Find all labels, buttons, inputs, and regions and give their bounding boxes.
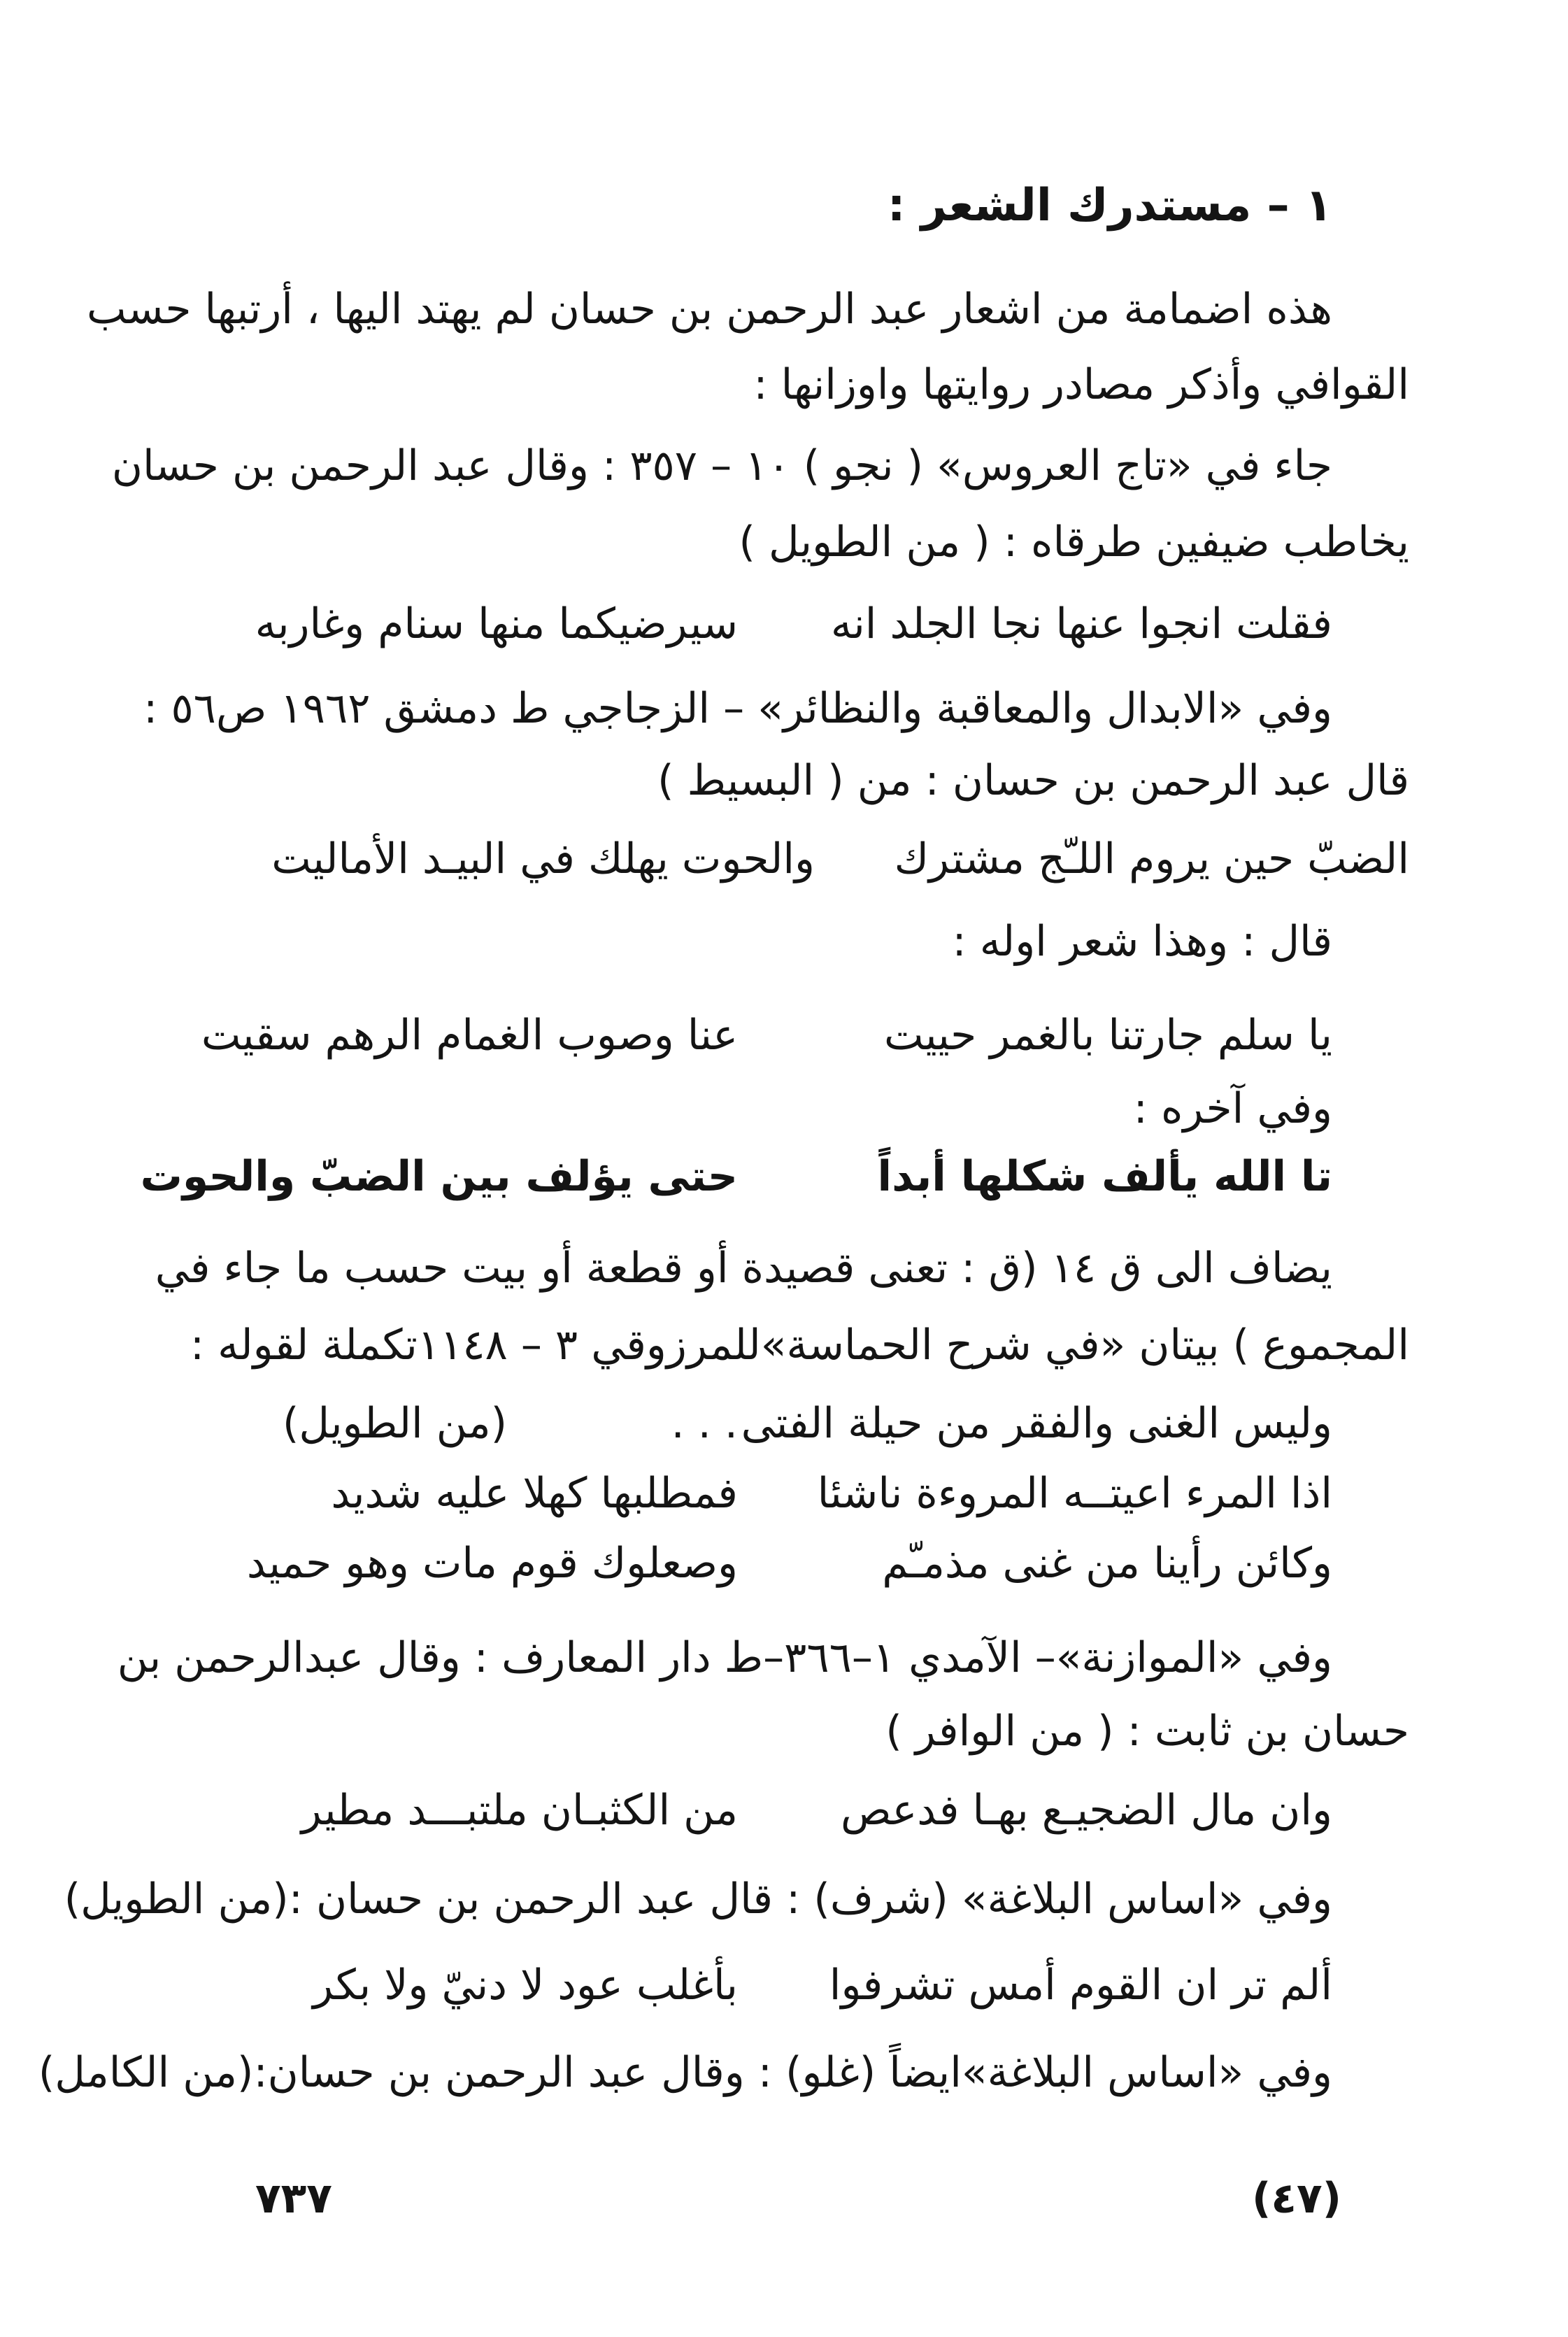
verse-5 xyxy=(0,1399,1568,1448)
verse-3-hemistich-2: عنا وصوب الغمام الرهم سقيت xyxy=(201,1011,738,1060)
asas-line-2: وفي «اساس البلاغة»ايضاً (غلو) : وقال عبد الرحمن بن حسان:(من الكامل) xyxy=(38,2048,1332,2097)
verse-6 xyxy=(0,1469,1568,1518)
intro-line-1: هذه اضمامة من اشعار عبد الرحمن بن حسان لم يهتد اليها ، أرتبها حسب xyxy=(86,285,1332,334)
muwazana-line-1: وفي «الموازنة»– الآمدي ١–٣٦٦–ط دار المعارف : وقال عبدالرحمن بن xyxy=(117,1633,1332,1682)
verse-1-hemistich-1: فقلت انجوا عنها نجا الجلد انه xyxy=(830,599,1332,648)
verse-7-hemistich-2: وصعلوك قوم مات وهو حميد xyxy=(246,1539,738,1588)
verse-6-hemistich-2: فمطلبها كهلا عليه شديد xyxy=(331,1469,738,1518)
section-heading: ١ – مستدرك الشعر : xyxy=(887,180,1332,232)
signature-mark: (٤٧) xyxy=(1252,2174,1342,2223)
verse-4 xyxy=(0,1152,1568,1201)
verse-6-hemistich-1: اذا المرء اعيتــه المروءة ناشئا xyxy=(817,1469,1332,1518)
verse-5-hemistich-1: وليس الغنى والفقر من حيلة الفتى xyxy=(741,1399,1332,1448)
verse-9 xyxy=(0,1961,1568,2010)
verse-2-hemistich-1: الضبّ حين يروم اللـّج مشترك xyxy=(894,834,1409,883)
verse-8 xyxy=(0,1786,1568,1835)
verse-3-hemistich-1: يا سلم جارتنا بالغمر حييت xyxy=(884,1011,1332,1060)
ibdal-line-1: وفي «الابدال والمعاقبة والنظائر» – الزجاجي ط دمشق ١٩٦٢ ص٥٦ : xyxy=(143,684,1332,733)
verse-7-hemistich-1: وكائن رأينا من غنى مذمـّم xyxy=(882,1539,1332,1588)
taj-line-1: جاء في «تاج العروس» ( نجو ) ١٠ – ٣٥٧ : وقال عبد الرحمن بن حسان xyxy=(111,441,1332,490)
ibdal-line-2: قال عبد الرحمن بن حسان : من ( البسيط ) xyxy=(657,756,1409,805)
verse-1-hemistich-2: سيرضيكما منها سنام وغاربه xyxy=(255,599,738,648)
page-number: ٧٣٧ xyxy=(255,2174,332,2223)
yudaf-line-2: المجموع ) بيتان «في شرح الحماسة»للمرزوقي ٣ – ١١٤٨تكملة لقوله : xyxy=(190,1321,1409,1370)
intro-line-2: القوافي وأذكر مصادر روايتها واوزانها : xyxy=(753,360,1409,409)
asas-line-1: وفي «اساس البلاغة» (شرف) : قال عبد الرحمن بن حسان :(من الطويل) xyxy=(64,1875,1332,1924)
akhirih-line: وفي آخره : xyxy=(1133,1084,1332,1133)
verse-7 xyxy=(0,1539,1568,1588)
qala-line: قال : وهذا شعر اوله : xyxy=(952,917,1332,966)
verse-8-hemistich-1: وان مال الضجيـع بهـا فدعص xyxy=(840,1786,1332,1835)
verse-5-hemistich-2: . . . xyxy=(671,1399,738,1448)
verse-1 xyxy=(0,599,1568,648)
verse-9-hemistich-2: بأغلب عود لا دنيّ ولا بكر xyxy=(313,1961,738,2010)
verse-2-hemistich-2: والحوت يهلك في البيـد الأماليت xyxy=(271,834,815,883)
yudaf-line-1: يضاف الى ق ١٤ (ق : تعنى قصيدة أو قطعة أو بيت حسب ما جاء في xyxy=(155,1244,1332,1293)
verse-2 xyxy=(0,834,1568,883)
verse-4-hemistich-1: تا الله يألف شكلها أبداً xyxy=(877,1152,1332,1201)
taj-line-2: يخاطب ضيفين طرقاه : ( من الطويل ) xyxy=(739,518,1409,567)
verse-5-meter: (من الطويل) xyxy=(282,1399,507,1448)
muwazana-line-2: حسان بن ثابت : ( من الوافر ) xyxy=(885,1707,1409,1756)
verse-3 xyxy=(0,1011,1568,1060)
verse-8-hemistich-2: من الكثبـان ملتبـــد مطير xyxy=(301,1786,738,1835)
verse-9-hemistich-1: ألم تر ان القوم أمس تشرفوا xyxy=(829,1961,1332,2010)
verse-4-hemistich-2: حتى يؤلف بين الضبّ والحوت xyxy=(140,1152,738,1201)
